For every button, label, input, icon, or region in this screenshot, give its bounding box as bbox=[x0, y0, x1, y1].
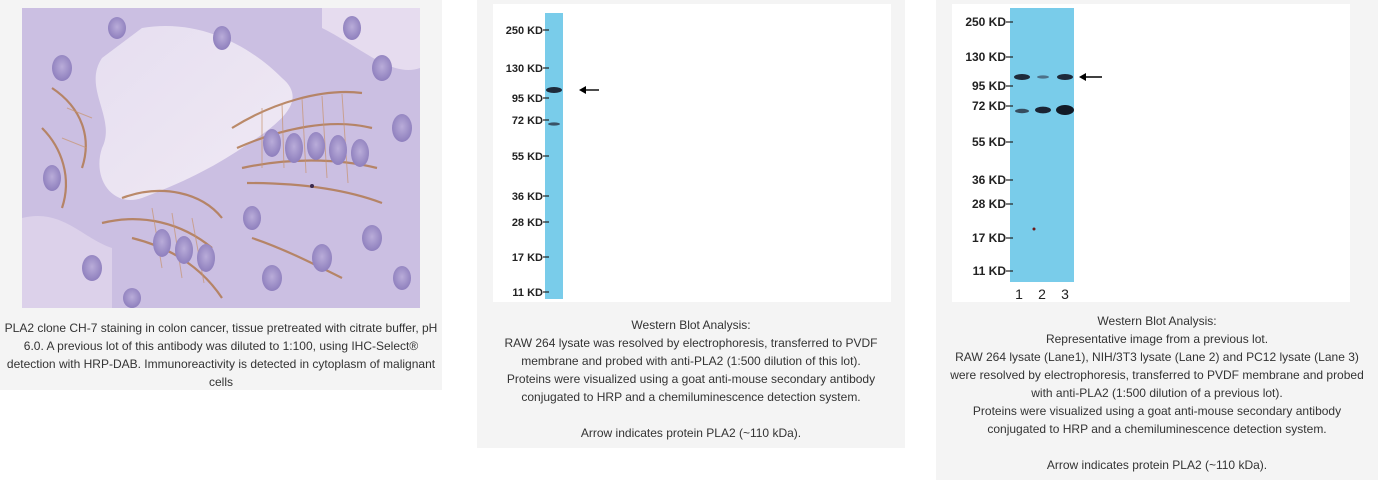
blot2-membrane bbox=[1010, 8, 1074, 282]
blot1-caption-line: RAW 264 lysate was resolved by electrophoresis, transferred to PVDF bbox=[504, 336, 878, 350]
ihc-micrograph-svg bbox=[22, 8, 420, 308]
blot2-caption bbox=[936, 312, 1378, 474]
blot2-marker-130: 130 KD bbox=[965, 50, 1006, 64]
blot1-caption-title: Western Blot Analysis: bbox=[631, 318, 751, 332]
blot1-marker-17: 17 KD bbox=[511, 252, 543, 264]
blot2-lane-label-3: 3 bbox=[1061, 286, 1069, 302]
blot2-marker-95: 95 KD bbox=[971, 79, 1006, 93]
dark-particle bbox=[310, 184, 314, 188]
blot2-arrow-icon bbox=[1079, 73, 1102, 81]
blot2-marker-28: 28 KD bbox=[971, 197, 1006, 211]
western-blot-svg-2 bbox=[952, 4, 1350, 302]
blot2-marker-55: 55 KD bbox=[971, 135, 1006, 149]
blot2-caption-line: Representative image from a previous lot. bbox=[1045, 332, 1269, 346]
blot2-marker-17: 17 KD bbox=[971, 231, 1006, 245]
blot2-lane1-band-70kda bbox=[1015, 109, 1029, 113]
blot1-marker-11: 11 KD bbox=[512, 287, 543, 299]
blot2-speck bbox=[1033, 228, 1036, 231]
western-blot-image-2 bbox=[952, 4, 1350, 302]
blot2-marker-36: 36 KD bbox=[971, 173, 1006, 187]
ihc-caption-text: PLA2 clone CH-7 staining in colon cancer, tissue pretreated with citrate buffer, pH 6.0. A previous lot of this antibody was diluted to 1:100, using IHC-Select® detection with HRP-DAB. Immunoreactivity is detected in cytoplasm of malignant cells bbox=[4, 321, 438, 389]
blot2-arrow-note: Arrow indicates protein PLA2 (~110 kDa). bbox=[1046, 458, 1268, 472]
blot2-lane3-band-70kda bbox=[1056, 105, 1074, 115]
blot2-caption-line: with anti-PLA2 (1:500 dilution of a previous lot). bbox=[1031, 386, 1283, 400]
blot1-marker-250: 250 KD bbox=[505, 25, 543, 37]
blot2-lane-label-2: 2 bbox=[1038, 286, 1046, 302]
blot2-marker-72: 72 KD bbox=[971, 99, 1006, 113]
blot1-band-70kda bbox=[548, 122, 560, 125]
blot1-caption-line: conjugated to HRP and a chemiluminescence detection system. bbox=[521, 390, 861, 404]
blot2-lane2-band-110kda bbox=[1037, 75, 1049, 78]
western-blot-image-1 bbox=[493, 4, 891, 302]
blot1-caption bbox=[487, 316, 895, 442]
ihc-caption bbox=[2, 319, 440, 391]
blot2-lane2-band-70kda bbox=[1035, 107, 1051, 114]
blot2-caption-line: RAW 264 lysate (Lane1), NIH/3T3 lysate (Lane 2) and PC12 lysate (Lane 3) bbox=[955, 350, 1359, 364]
blot2-lane3-band-110kda bbox=[1057, 74, 1073, 80]
blot2-caption-line: were resolved by electrophoresis, transferred to PVDF membrane and probed bbox=[950, 368, 1364, 382]
blot1-arrow-note: Arrow indicates protein PLA2 (~110 kDa). bbox=[580, 426, 802, 440]
ihc-panel bbox=[0, 0, 442, 390]
blot2-caption-line: conjugated to HRP and a chemiluminescence detection system. bbox=[987, 422, 1327, 436]
blot1-marker-95: 95 KD bbox=[511, 93, 543, 105]
blot1-caption-line: Proteins were visualized using a goat anti-mouse secondary antibody bbox=[506, 372, 876, 386]
blot1-marker-130: 130 KD bbox=[505, 63, 543, 75]
blot1-marker-28: 28 KD bbox=[511, 217, 543, 229]
western-blot-panel-2 bbox=[936, 0, 1378, 480]
blot2-caption-line: Proteins were visualized using a goat anti-mouse secondary antibody bbox=[972, 404, 1342, 418]
blot1-marker-36: 36 KD bbox=[511, 191, 543, 203]
blot1-band-110kda bbox=[546, 87, 562, 93]
western-blot-svg-1 bbox=[493, 4, 891, 302]
blot2-marker-11: 11 KD bbox=[972, 264, 1006, 278]
blot2-lane1-band-110kda bbox=[1014, 74, 1030, 80]
blot1-marker-55: 55 KD bbox=[511, 151, 543, 163]
blot1-marker-72: 72 KD bbox=[511, 115, 543, 127]
blot2-caption-title: Western Blot Analysis: bbox=[1097, 314, 1217, 328]
blot1-arrow-icon bbox=[579, 86, 599, 94]
blot2-lane-label-1: 1 bbox=[1015, 286, 1023, 302]
western-blot-panel-1 bbox=[477, 0, 905, 448]
blot1-caption-line: membrane and probed with anti-PLA2 (1:500 dilution of this lot). bbox=[521, 354, 861, 368]
blot2-marker-250: 250 KD bbox=[965, 15, 1006, 29]
ihc-micrograph-image bbox=[22, 8, 420, 308]
